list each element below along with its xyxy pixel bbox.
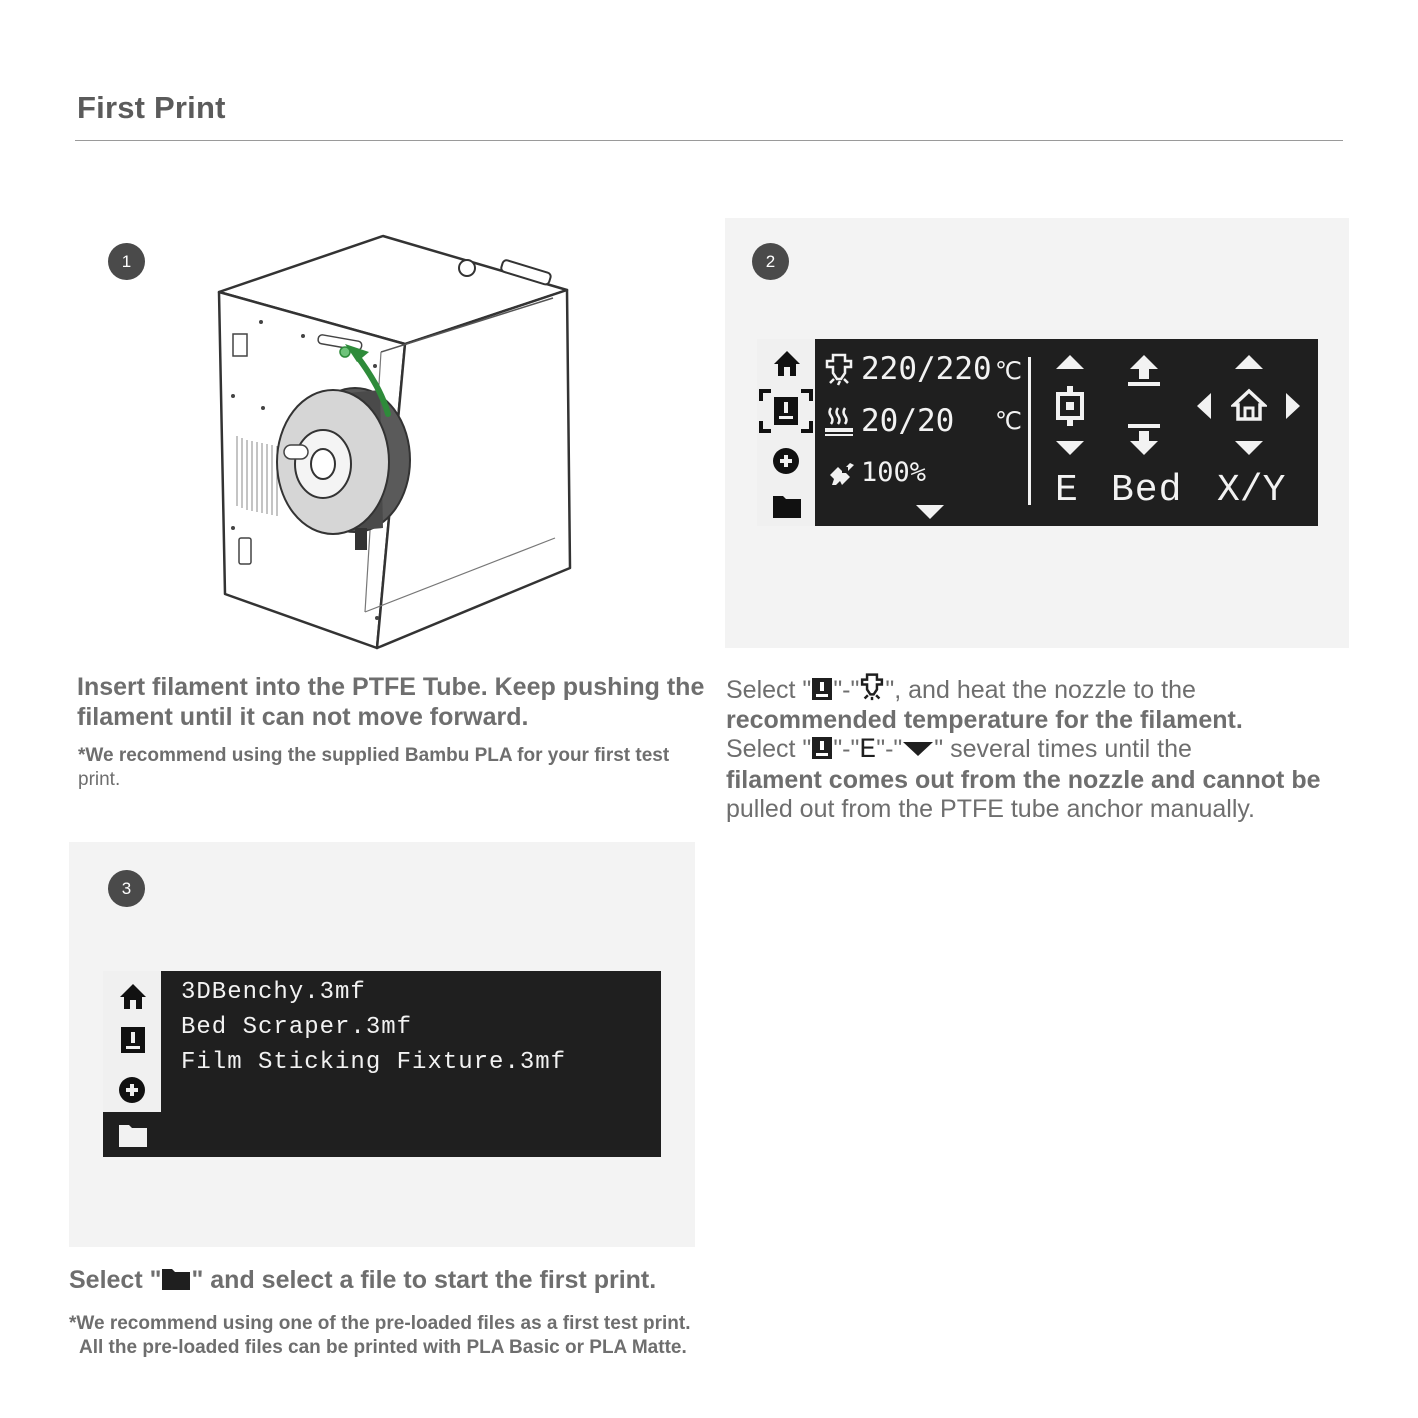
screen-sidebar bbox=[757, 339, 815, 526]
fan-icon bbox=[824, 457, 856, 489]
file-item[interactable]: Film Sticking Fixture.3mf bbox=[181, 1049, 567, 1076]
step-2-instructions bbox=[726, 673, 1386, 825]
step-3-number: 3 bbox=[121, 878, 132, 898]
extruder-icon bbox=[1054, 386, 1086, 426]
bed-temp: 20/20 bbox=[861, 403, 955, 439]
bed-temp-unit: ℃ bbox=[995, 407, 1022, 435]
step-2-line-1 bbox=[726, 673, 1386, 706]
step-2-line-2: recommended temperature for the filament. bbox=[726, 705, 1243, 734]
nozzle-temp-unit: ℃ bbox=[995, 357, 1022, 385]
step-3-note-line-2: All the pre-loaded files can be printed with PLA Basic or PLA Matte. bbox=[79, 1337, 687, 1358]
step-1-instruction: Insert filament into the PTFE Tube. Keep pushing the filament until it can not move forward. bbox=[77, 673, 705, 731]
file-item[interactable]: 3DBenchy.3mf bbox=[181, 979, 366, 1006]
xy-label: X/Y bbox=[1217, 469, 1286, 512]
step-2-line-5: pulled out from the PTFE tube anchor manually. bbox=[726, 795, 1255, 823]
bed-label: Bed bbox=[1111, 469, 1183, 512]
line-1-post: ", and heat the nozzle to the bbox=[885, 676, 1196, 704]
down-arrow-icon-inline bbox=[902, 741, 934, 757]
bed-down-icon[interactable] bbox=[1124, 423, 1164, 459]
print-control-icon[interactable] bbox=[120, 1026, 146, 1054]
step-1-badge bbox=[108, 243, 145, 280]
print-control-icon-inline bbox=[811, 677, 833, 701]
nozzle-icon-inline bbox=[859, 673, 885, 701]
x-left-icon[interactable] bbox=[1195, 391, 1213, 421]
nozzle-temp: 220/220 bbox=[861, 351, 992, 387]
folder-icon[interactable] bbox=[772, 493, 802, 519]
line-3-mid-1: "-" bbox=[833, 735, 860, 763]
x-right-icon[interactable] bbox=[1284, 391, 1302, 421]
step-2-number: 2 bbox=[765, 251, 776, 271]
print-control-icon-inline-2 bbox=[811, 736, 833, 760]
bed-up-icon[interactable] bbox=[1124, 353, 1164, 387]
folder-icon bbox=[118, 1122, 148, 1148]
extruder-up-icon[interactable] bbox=[1054, 353, 1086, 371]
home-icon[interactable] bbox=[118, 981, 148, 1011]
step-1-number: 1 bbox=[121, 251, 132, 271]
settings-icon[interactable] bbox=[117, 1075, 147, 1105]
step-3-instruction-post: " and select a file to start the first print. bbox=[191, 1266, 657, 1294]
nozzle-icon bbox=[824, 353, 854, 387]
printer-illustration bbox=[205, 228, 590, 653]
step-1-note-bold: *We recommend using the supplied Bambu PLA for your first test bbox=[78, 745, 670, 766]
home-icon[interactable] bbox=[772, 348, 802, 378]
line-1-pre: Select " bbox=[726, 676, 812, 704]
step-2-badge bbox=[752, 243, 789, 280]
extruder-label: E bbox=[1055, 469, 1078, 512]
settings-icon[interactable] bbox=[771, 446, 801, 476]
step-1-note-rest: print. bbox=[78, 769, 121, 790]
heatbed-icon bbox=[823, 405, 855, 437]
y-up-icon[interactable] bbox=[1233, 353, 1265, 371]
control-screen bbox=[815, 339, 1318, 526]
step-3-instruction-pre: Select " bbox=[69, 1266, 162, 1294]
screen-divider bbox=[1028, 357, 1031, 505]
line-3-mid-2: "-" bbox=[876, 735, 903, 763]
step-3-note-line-1: *We recommend using one of the pre-loaded files as a first test print. bbox=[69, 1313, 691, 1334]
print-control-icon[interactable] bbox=[759, 389, 813, 433]
y-down-icon[interactable] bbox=[1233, 439, 1265, 457]
step-2-line-3 bbox=[726, 735, 1386, 766]
line-3-pre: Select " bbox=[726, 735, 812, 763]
line-3-post: " several times until the bbox=[934, 735, 1192, 763]
file-item[interactable]: Bed Scraper.3mf bbox=[181, 1014, 413, 1041]
title-divider bbox=[75, 140, 1343, 141]
step-3-instruction bbox=[69, 1266, 656, 1296]
file-list-screen bbox=[161, 971, 661, 1157]
extruder-e-inline: E bbox=[859, 735, 877, 766]
step-1-note bbox=[78, 744, 738, 792]
scroll-down-icon[interactable] bbox=[916, 505, 944, 521]
xy-home-icon[interactable] bbox=[1231, 388, 1267, 422]
fan-speed: 100% bbox=[861, 457, 927, 488]
extruder-down-icon[interactable] bbox=[1054, 439, 1086, 457]
step-3-badge bbox=[108, 870, 145, 907]
folder-icon-inline bbox=[161, 1267, 191, 1291]
folder-tab-selected[interactable] bbox=[103, 1112, 161, 1157]
file-screen-sidebar bbox=[103, 971, 161, 1157]
step-2-line-4: filament comes out from the nozzle and cannot be bbox=[726, 765, 1321, 794]
page-title: First Print bbox=[77, 90, 226, 125]
line-1-mid: "-" bbox=[833, 676, 860, 704]
step-3-note bbox=[69, 1312, 691, 1360]
